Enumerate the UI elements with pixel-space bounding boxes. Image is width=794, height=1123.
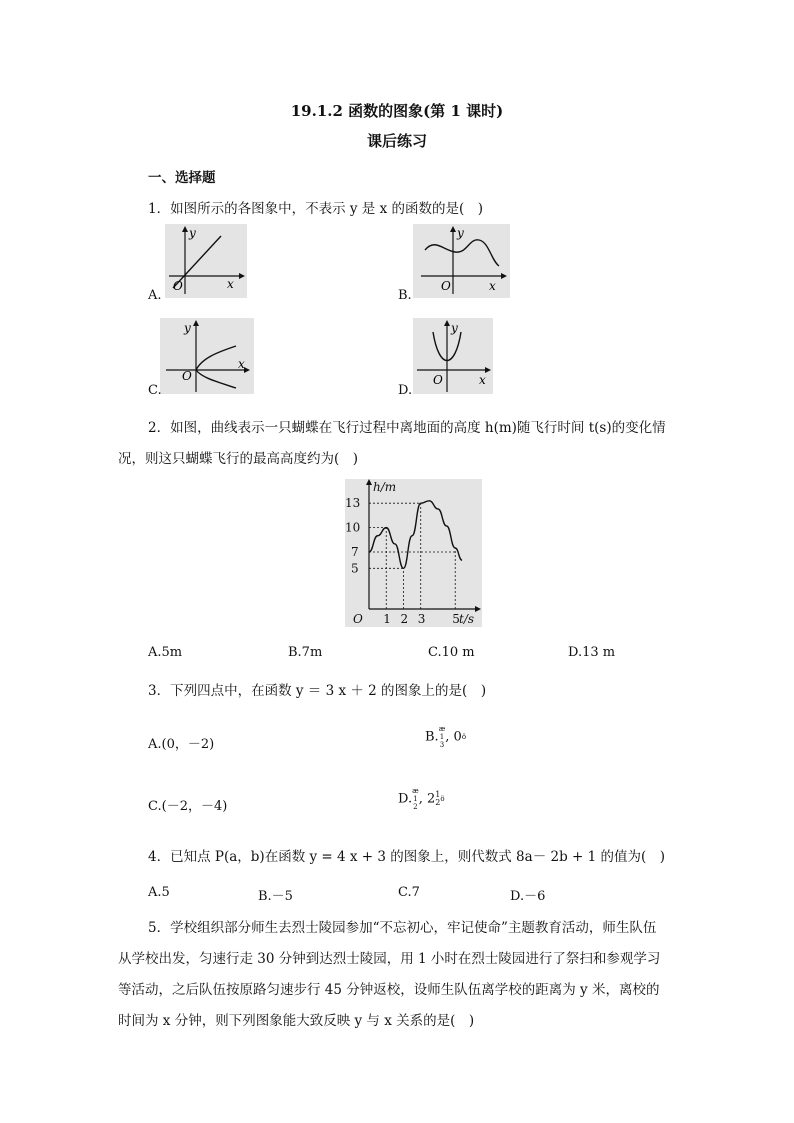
q2-y-axis-arrow (366, 479, 372, 485)
q1a-y-label: y (189, 226, 196, 240)
q2-x-axis-label: t/s (459, 612, 475, 626)
q3b-glyph: æ (438, 725, 446, 733)
q1c-origin: O (182, 369, 192, 383)
q1d-origin: O (433, 373, 443, 387)
q2-y-tick-7: 7 (351, 545, 359, 560)
q2-y-axis-label: h/m (373, 480, 397, 494)
q2-stem-line2: 况，则这只蝴蝶飞行的最高高度约为( ) (118, 451, 359, 467)
q1c-y-label: y (184, 321, 191, 335)
q5-line1: 5．学校组织部分师生去烈士陵园参加“不忘初心，牢记使命”主题教育活动，师生队伍 (148, 920, 657, 936)
q3d-frac-num: 1 (435, 790, 441, 799)
q1a-origin: O (173, 279, 183, 293)
q1c-x-label: x (238, 357, 245, 371)
q2-x-tick-1: 1 (383, 612, 391, 626)
q2-option-c: C.10 m (428, 645, 475, 660)
q1-figure-a (165, 224, 247, 298)
page-subtitle: 课后练习 (366, 132, 427, 150)
q4-option-b: B.－5 (258, 889, 293, 904)
q4-option-c: C.7 (398, 885, 420, 900)
q2-option-d: D.13 m (568, 645, 616, 660)
q2-x-tick-2: 2 (400, 612, 409, 626)
q3b-num: 1 (439, 733, 445, 741)
q1b-origin: O (441, 279, 451, 293)
q3d-bracket-right: ö (440, 795, 445, 803)
q2-option-a: A.5m (148, 645, 183, 660)
q1-option-a: A. (148, 288, 162, 303)
q2-origin: O (353, 612, 363, 626)
q3d-den: 2 (413, 803, 418, 811)
q3b-coord: , 0 (445, 729, 462, 745)
q3d-num: 1 (413, 795, 418, 803)
q3d-coord: , 2 (418, 791, 436, 807)
q1b-x-label: x (489, 279, 496, 293)
q3-option-d (398, 787, 445, 819)
page-title: 19.1.2 函数的图象(第 1 课时) (290, 102, 504, 120)
q2-chart (345, 479, 482, 627)
q2-y-tick-10: 10 (345, 520, 361, 535)
q2-series-h-line (369, 501, 462, 569)
q3-option-c: C.(－2，－4) (148, 799, 228, 814)
q1a-x-label: x (227, 277, 234, 291)
q3d-bracket-left (412, 787, 419, 811)
q2-option-b: B.7m (288, 645, 323, 660)
q1-option-d: D. (398, 383, 413, 398)
q1-figure-c (160, 318, 254, 394)
q3d-glyph: æ (412, 787, 419, 795)
q4-option-d: D.－6 (510, 889, 546, 904)
q3d-label: D. (398, 791, 413, 807)
q1d-x-label: x (479, 373, 486, 387)
q3b-bracket-right: ö (461, 733, 467, 741)
q3d-frac-den: 2 (435, 798, 441, 807)
q1-stem: 1．如图所示的各图象中，不表示 y 是 x 的函数的是( ) (148, 201, 484, 217)
q1-option-c: C. (148, 383, 162, 398)
q3-option-b (425, 725, 466, 757)
q2-y-tick-13: 13 (345, 496, 361, 511)
q1-figure-d (413, 318, 493, 394)
q2-x-tick-3: 3 (417, 612, 426, 626)
q4-stem: 4．已知点 P(a，b)在函数 y = 4 x + 3 的图象上，则代数式 8a－ 2b + 1 的值为( ) (148, 849, 666, 865)
q1-option-b: B. (398, 288, 412, 303)
q2-stem-line1: 2．如图，曲线表示一只蝴蝶在飞行过程中离地面的高度 h(m)随飞行时间 t(s)的变化情 (148, 420, 666, 436)
q2-x-tick-5: 5 (452, 612, 460, 626)
q3b-label: B. (425, 729, 439, 745)
q2-y-tick-5: 5 (351, 561, 359, 576)
q5-line2: 从学校出发，匀速行走 30 分钟到达烈士陵园，用 1 小时在烈士陵园进行了祭扫和参观学习 (118, 951, 661, 967)
q5-line4: 时间为 x 分钟，则下列图象能大致反映 y 与 x 关系的是( ) (118, 1013, 475, 1029)
q2-chart-svg (345, 479, 482, 627)
section-heading: 一、选择题 (148, 170, 216, 186)
q1b-y-label: y (457, 226, 464, 240)
q3b-den: 3 (439, 741, 445, 749)
q2-x-axis-arrow (475, 606, 481, 612)
q1-figure-b (413, 224, 510, 298)
q3-stem: 3．下列四点中，在函数 y ＝ 3 x ＋ 2 的图象上的是( ) (148, 683, 487, 699)
q1d-y-label: y (451, 321, 458, 335)
q3-option-a: A.(0，－2) (148, 737, 215, 752)
q5-line3: 等活动，之后队伍按原路匀速步行 45 分钟返校，设师生队伍离学校的距离为 y 米，离校的 (118, 982, 660, 998)
q4-option-a: A.5 (148, 885, 170, 900)
